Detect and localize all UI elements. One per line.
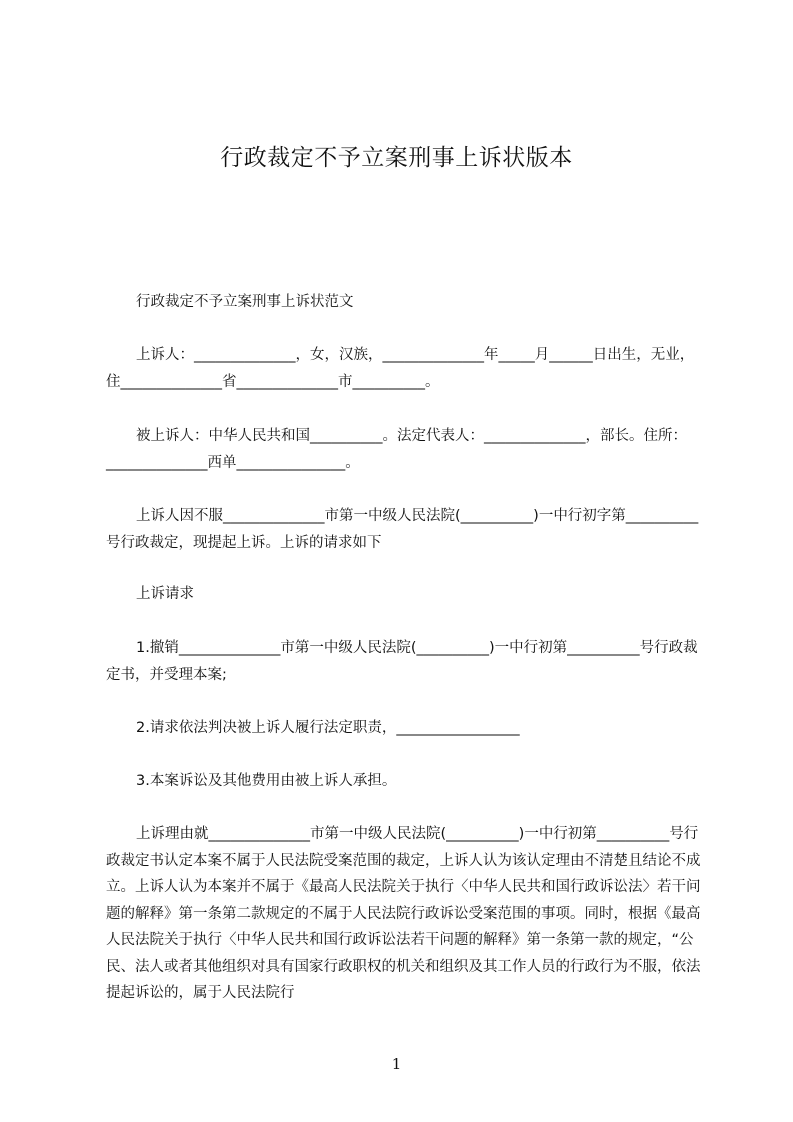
list-item-request-2: 2.请求依法判决被上诉人履行法定职责，_________________ bbox=[136, 720, 520, 736]
paragraph-appeal-intro: 上诉人因不服______________市第一中级人民法院(__________)一中行初字第__________号行政裁定，现提起上诉。上诉的请求如下 bbox=[106, 508, 699, 551]
paragraph-appellant: 上诉人：______________，女，汉族，______________年_____月______日出生，无业，住______________省______________市__________。 bbox=[106, 347, 695, 390]
document-subtitle: 行政裁定不予立案刑事上诉状范文 bbox=[136, 294, 354, 310]
page-number: 1 bbox=[391, 1055, 402, 1073]
heading-appeal-requests: 上诉请求 bbox=[136, 586, 194, 602]
document-title: 行政裁定不予立案刑事上诉状版本 bbox=[220, 145, 573, 171]
paragraph-appellee: 被上诉人：中华人民共和国__________。法定代表人：______________，部长。住所：______________西单_______________。 bbox=[106, 428, 687, 471]
list-item-request-3: 3.本案诉讼及其他费用由被上诉人承担。 bbox=[136, 773, 397, 789]
list-item-request-1: 1.撤销______________市第一中级人民法院(__________)一中行初第__________号行政裁定书，并受理本案; bbox=[106, 640, 698, 683]
paragraph-appeal-reasons: 上诉理由就______________市第一中级人民法院(__________)一中行初第__________号行政裁定书认定本案不属于人民法院受案范围的裁定，上诉人认为该认定理由不清楚且结论不成立。上诉人认为本案并不属于《最高人民法院关于执行〈中华人民共和国行政诉讼法〉若干问题的解释》第一条第二款规定的不属于人民法院行政诉讼受案范围的事项。同时，根据《最高人民法院关于执行〈中华人民共和国行政诉讼法若干问题的解释》第一条第一款的规定，“公民、法人或者其他组织对具有国家行政职权的机关和组织及其工作人员的行政行为不服，依法提起诉讼的，属于人民法院行 bbox=[106, 826, 701, 1001]
